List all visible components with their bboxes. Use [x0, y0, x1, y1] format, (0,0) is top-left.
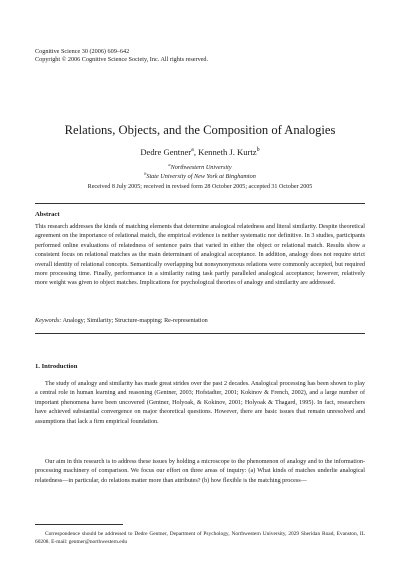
body-paragraph: The study of analogy and similarity has made great strides over the past 2 decades. Analogical processing has been shown to play a central role in human learning and reasoning (Gentner, 2003; Hofstadter, 2001; Kokinov & French, 2002), and a large number of important phenomena have been uncovered (Gentner, Holyoak, & Kokinov, 2001; Holyoak & Thagard, 1995). In fact, researchers have achieved substantial convergence on major theoretical questions. However, there are basic issues that remain unresolved and assumptions that lack a firm empirical foundation. [35, 381, 365, 425]
author-line [0, 147, 400, 157]
author-separator: , [193, 147, 199, 157]
abstract-bottom-rule [35, 333, 365, 334]
abstract-heading: Abstract [35, 211, 60, 218]
affiliation-mark: b [144, 170, 147, 176]
abstract-top-rule [35, 203, 365, 204]
author-name: Kenneth J. Kurtz [198, 147, 257, 157]
author-name: Dedre Gentner [140, 147, 192, 157]
journal-header [35, 48, 208, 65]
abstract-body: This research addresses the kinds of matching elements that determine analogical relatedness and literal similarity. Despite theoretical agreement on the importance of relational match, the empirical evidence is neither systematic nor definitive. In 3 studies, participants performed online evaluations of relatedness of sentence pairs that varied in either the object or relational match. Results show a consistent focus on relational matches as the main determinant of analogical acceptance. In addition, analogy does not require strict overall identity of relational concepts. Semantically overlapping but nonsynonymous relations were commonly accepted, but required more processing time. Finally, performance in a similarity rating task partly paralleled analogical acceptance; however, relatively more weight was given to object matches. Implications for psychological theories of analogy and similarity are addressed. [35, 224, 365, 287]
footnote-rule [35, 524, 123, 525]
affiliation-mark: a [168, 161, 171, 167]
journal-citation: Cognitive Science 30 (2006) 609–642 [35, 48, 130, 55]
affiliation-mark: a [191, 147, 194, 154]
section-heading: 1. Introduction [35, 363, 78, 370]
affiliations [0, 161, 400, 182]
received-dates: Received 8 July 2005; received in revised form 28 October 2005; accepted 31 October 2005 [87, 184, 313, 190]
body-paragraph: Our aim in this research is to address these issues by holding a microscope to the phenomenon of analogy and to the information-processing machinery of comparison. We focus our effort on three areas of inquiry: (a) What kinds of matches underlie analogical relatedness—in particular, do relations matter more than attributes? (b) how flexible is the matching process— [35, 459, 365, 484]
keywords-label: Keywords: [35, 318, 62, 324]
affiliation-a: $^a$Northwestern University [168, 161, 232, 171]
paper-title: Relations, Objects, and the Composition of Analogies [64, 123, 336, 137]
keywords-list: Analogy; Similarity; Structure-mapping; Re-representation [61, 318, 208, 324]
keywords-line [35, 318, 208, 324]
affiliation-mark: b [256, 147, 260, 154]
affiliation-b: $^b$State University of New York at Binghamton [144, 170, 256, 180]
correspondence-footnote: Correspondence should be addressed to Dedre Gentner, Department of Psychology, Northwestern University, 2029 Sheridan Road, Evanston, IL 60208. E-mail: gentner@northwestern.edu [35, 531, 365, 546]
journal-copyright: Copyright © 2006 Cognitive Science Society, Inc. All rights reserved. [35, 56, 209, 64]
